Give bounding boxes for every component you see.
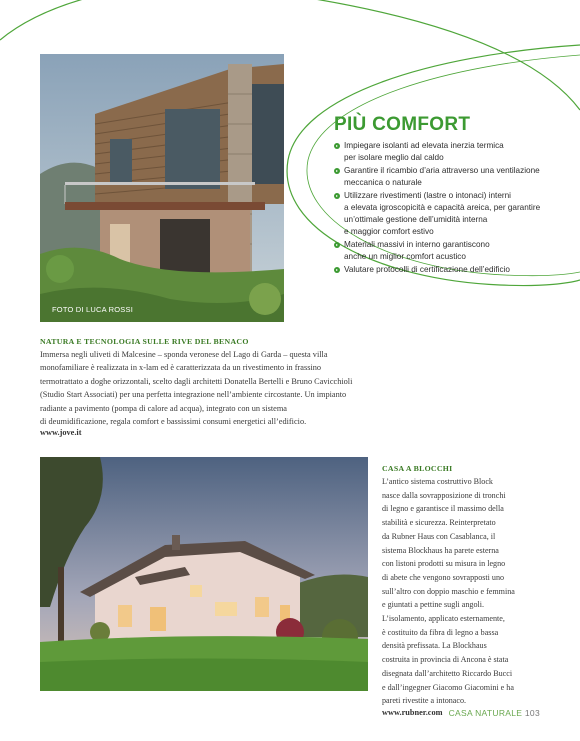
- comfort-item: Materiali massivi in interno garantiscono anche un miglior comfort acustico: [334, 239, 574, 263]
- bullet-arrow-icon: [334, 267, 340, 273]
- jove-link[interactable]: www.jove.it: [40, 428, 82, 438]
- article-benaco: [40, 337, 360, 437]
- article-blocchi-heading: CASA A BLOCCHI: [382, 464, 453, 473]
- comfort-item: Utilizzare rivestimenti (lastre o intonaci) interni a elevata igroscopicità e capacità areica, per garantire un’ottimale gestione dell’umidità interna e maggior comfort estivo: [334, 190, 574, 238]
- house-photo-bottom: [40, 457, 368, 691]
- comfort-box: [334, 114, 574, 277]
- comfort-item: Garantire il ricambio d’aria attraverso una ventilazione meccanica o naturale: [334, 165, 574, 189]
- magazine-name: CASA NATURALE: [448, 708, 523, 718]
- photo-credit: FOTO DI LUCA ROSSI: [52, 305, 133, 314]
- page-footer: [449, 708, 540, 718]
- comfort-list: [334, 140, 574, 276]
- bullet-arrow-icon: [334, 168, 340, 174]
- page-number: 103: [524, 708, 540, 718]
- comfort-title: PIÙ COMFORT: [334, 114, 471, 135]
- bullet-arrow-icon: [334, 193, 340, 199]
- house-photo-top: [40, 54, 284, 322]
- comfort-item: Impiegare isolanti ad elevata inerzia termica per isolare meglio dal caldo: [334, 140, 574, 164]
- article-benaco-body: Immersa negli uliveti di Malcesine – sponda veronese del Lago di Garda – questa villa monofamiliare è realizzata in x-lam ed è caratterizzata da un rivestimento in frassino termotrattato a doghe orizzontali, scelto dagli architetti Donatella Bertelli e Bruno Cavicchioli (Studio Start Associati) per una perfetta integrazione nell’ambiente circostante. Un impianto radiante a pavimento (pompa di calore ad acqua), integrato con un sistema di deumidificazione, regala comfort e bassissimi consumi energetici all’edificio.: [40, 350, 353, 427]
- bullet-arrow-icon: [334, 143, 340, 149]
- rubner-link[interactable]: www.rubner.com: [382, 707, 443, 717]
- article-blocchi-body: L’antico sistema costruttivo Block nasce dalla sovrapposizione di tronchi di legno e garantisce il massimo della stabilità e sicurezza. Reinterpretato da Rubner Haus con Casablanca, il sistema Blockhaus ha parete esterna con listoni prodotti su misura in legno di abete che vengono sovrapposti uno sull’altro con doppio maschio e femmina e giuntati a pettine sugli angoli. L’isolamento, applicato esternamente, è costituito da fibra di legno a bassa densità prefissata. La Blockhaus costruita in provincia di Ancona è stata disegnata dall’architetto Riccardo Bucci e dall’ingegner Giacomo Giacomini e ha pareti rivestite a intonaco.: [382, 477, 515, 706]
- bullet-arrow-icon: [334, 242, 340, 248]
- comfort-item: Valutare protocolli di certificazione dell’edificio: [334, 264, 574, 276]
- article-casa-a-blocchi: [382, 464, 567, 717]
- article-benaco-heading: NATURA E TECNOLOGIA SULLE RIVE DEL BENACO: [40, 337, 249, 346]
